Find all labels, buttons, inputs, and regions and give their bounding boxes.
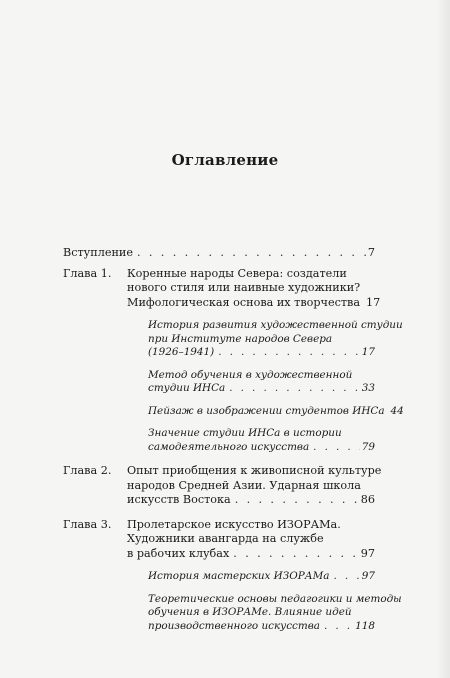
toc-line: История мастерских ИЗОРАМа: [148, 570, 330, 582]
page-number: 97: [361, 570, 375, 582]
toc-entry-chapter-1[interactable]: [63, 266, 381, 311]
toc-line: Коренные народы Севера: создатели: [127, 266, 347, 280]
page-edge-shadow: [436, 0, 450, 678]
page-number: 97: [360, 546, 375, 560]
toc-entry-intro[interactable]: [63, 246, 375, 261]
toc-line: искусств Востока: [127, 493, 231, 506]
page-number: 17: [366, 295, 381, 309]
toc-subentry[interactable]: [148, 319, 403, 360]
page-number: 33: [361, 382, 375, 394]
toc-line: производственного искусства: [148, 619, 320, 632]
toc-subentry[interactable]: [148, 369, 375, 396]
toc-line: Мифологическая основа их творчества: [127, 295, 360, 309]
chapter-label: Глава 2.: [63, 464, 112, 477]
toc-line: при Институте народов Севера: [148, 332, 333, 345]
toc-line: История развития художественной студии: [148, 319, 403, 331]
toc-line: обучения в ИЗОРАМе. Влияние идей: [148, 606, 352, 618]
toc-line: нового стиля или наивные художники?: [127, 281, 361, 294]
toc-line: самодеятельного искусства: [148, 440, 310, 453]
page-number: 86: [360, 493, 375, 506]
page-number: 7: [367, 246, 375, 259]
toc-line: Художники авангарда на службе: [127, 532, 324, 545]
table-of-contents: [63, 246, 404, 633]
leader-dots: [229, 382, 360, 396]
toc-line: Метод обучения в художественной: [148, 368, 353, 381]
leader-dots: [235, 493, 359, 508]
toc-subentry[interactable]: [148, 570, 375, 584]
toc-entry-chapter-2[interactable]: [63, 464, 382, 508]
toc-line: народов Средней Азии. Ударная школа: [127, 478, 361, 492]
leader-dots: [218, 346, 360, 360]
page-number: 44: [390, 404, 404, 417]
page-number: 79: [361, 440, 375, 453]
leader-dots: [233, 547, 358, 562]
toc-subentry[interactable]: [148, 404, 404, 419]
toc-entry-title: Вступление: [63, 246, 133, 259]
page-title: Оглавление: [171, 151, 279, 169]
chapter-label: Глава 1.: [63, 266, 112, 280]
leader-dots: [313, 441, 360, 455]
leader-dots: [333, 570, 359, 584]
toc-line: Теоретические основы педагогики и методы: [148, 592, 402, 605]
toc-subentry[interactable]: [148, 427, 375, 454]
toc-line: (1926–1941): [148, 346, 215, 358]
toc-line: Пейзаж в изображении студентов ИНСа: [148, 404, 385, 417]
leader-dots: [137, 246, 366, 261]
toc-entry-chapter-3[interactable]: [63, 518, 375, 562]
toc-line: Пролетарское искусство ИЗОРАМа.: [127, 517, 341, 531]
toc-subentry[interactable]: [148, 592, 402, 634]
toc-line: Опыт приобщения к живописной культуре: [127, 464, 382, 477]
toc-line: в рабочих клубах: [127, 546, 230, 560]
leader-dots: [324, 620, 353, 634]
chapter-label: Глава 3.: [63, 517, 112, 531]
page-number: 118: [355, 619, 375, 632]
toc-line: Значение студии ИНСа в истории: [148, 427, 342, 439]
page-number: 17: [361, 346, 375, 358]
toc-line: студии ИНСа: [148, 382, 226, 394]
